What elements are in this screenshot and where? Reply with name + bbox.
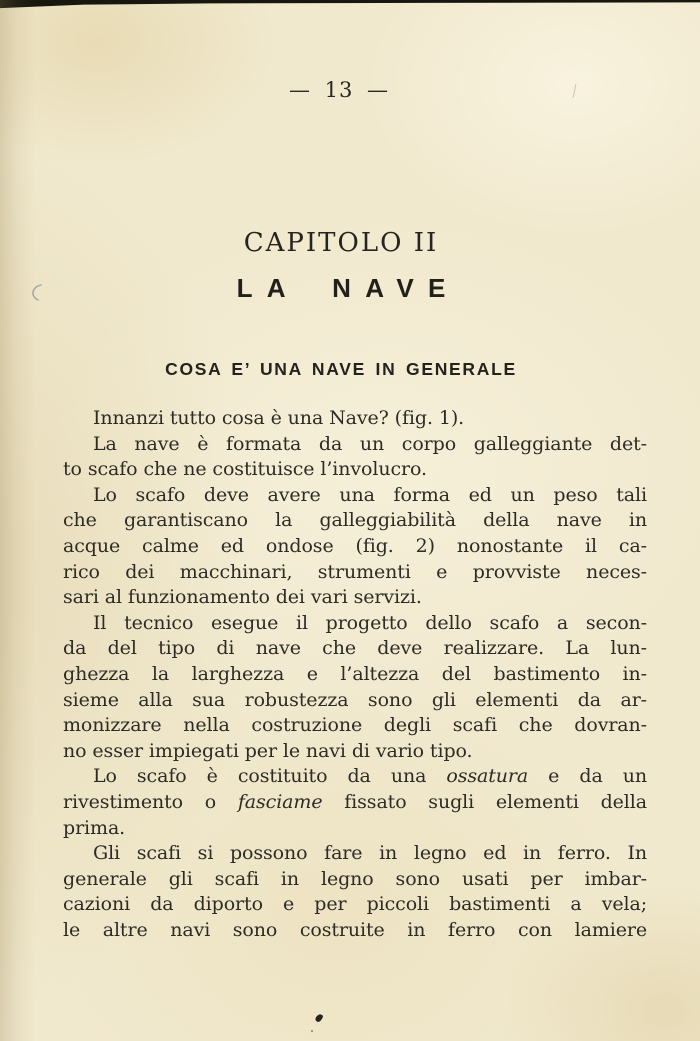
text-line: Innanzi tutto cosa è una Nave? (fig. 1). [93,407,465,429]
body-text [63,406,647,943]
text-line: sari al funzionamento dei vari servizi. [63,586,422,609]
text-line: che garantiscano la galleggiabilità della nave in [63,509,647,532]
paragraph [63,611,647,765]
text-line: La nave è formata da un corpo galleggiante det- [93,432,647,455]
page-number: — 13 — [288,78,390,102]
text-line: rico dei macchinari, strumenti e provviste neces- [63,560,647,583]
paragraph [63,764,647,841]
text-line: prima. [63,816,126,839]
text-line: rivestimento o fasciame fissato sugli elementi della [63,790,647,813]
text-line: cazioni da diporto e per piccoli bastimenti a vela; [63,893,647,916]
paragraph [63,406,647,432]
text-line: generale gli scafi in legno sono usati per imbar- [63,867,647,890]
ink-dot-artifact [311,1030,313,1032]
text-line: no esser impiegati per le navi di vario tipo. [63,739,473,762]
text-line: monizzare nella costruzione degli scafi che dovran- [63,714,647,737]
section-heading: COSA E’ UNA NAVE IN GENERALE [165,359,517,379]
paragraph [63,432,647,483]
text-line: ghezza la larghezza e l’altezza del bastimento in- [63,662,647,685]
text-line: Lo scafo deve avere una forma ed un peso tali [93,483,647,506]
text-line: Lo scafo è costituito da una ossatura e da un [93,765,647,788]
text-line: acque calme ed ondose (fig. 2) nonostante il ca- [63,534,647,557]
text-line: le altre navi sono costruite in ferro con lamiere [63,918,647,941]
text-line: sieme alla sua robustezza sono gli elementi da ar- [63,688,647,711]
text-line: da del tipo di nave che deve realizzare. La lun- [63,637,647,660]
paragraph [63,483,647,611]
text-line: to scafo che ne costituisce l’involucro. [63,458,427,481]
chapter-title: LA NAVE [236,273,460,303]
text-line: Il tecnico esegue il progetto dello scafo a secon- [93,611,647,634]
paragraph [63,841,647,943]
text-line: Gli scafi si possono fare in legno ed in ferro. In [93,842,647,865]
ink-speck-artifact [314,1013,323,1023]
chapter-label: CAPITOLO II [243,228,439,258]
